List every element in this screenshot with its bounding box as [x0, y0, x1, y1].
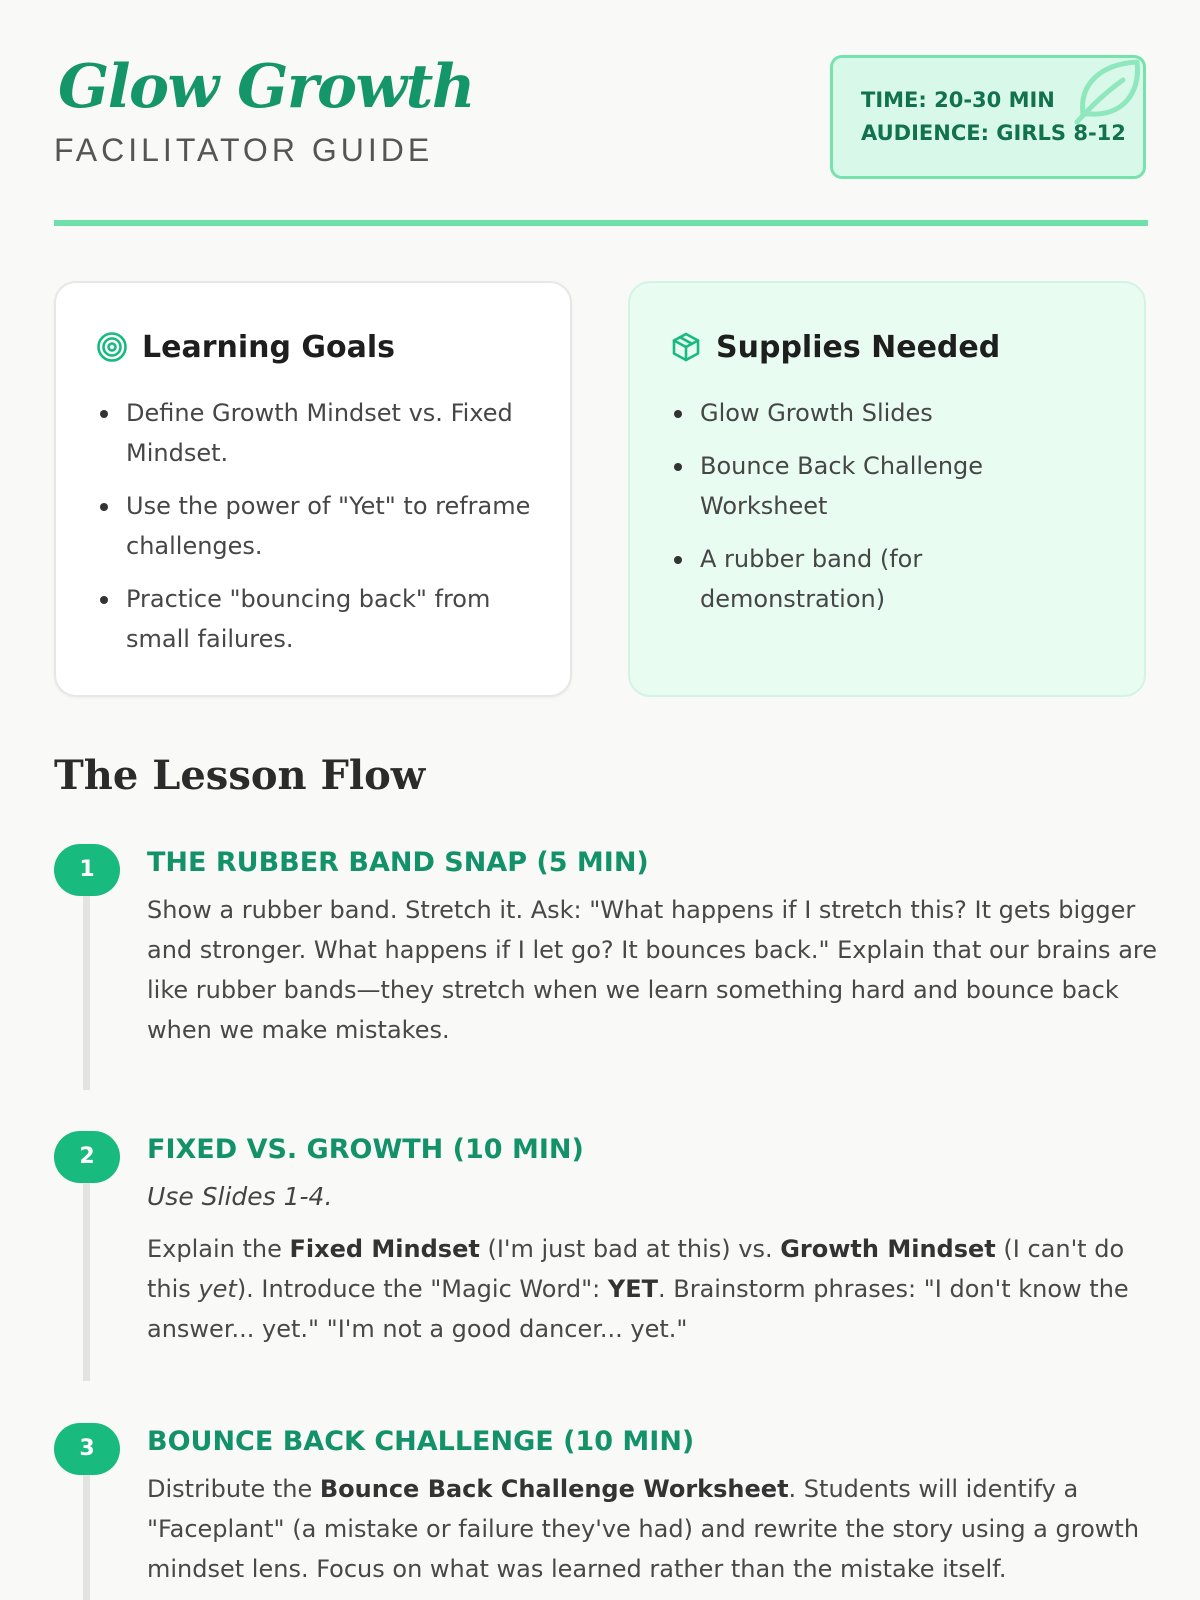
list-item: Practice "bouncing back" from small failures.	[98, 579, 538, 659]
step-number-badge: 3	[54, 1423, 120, 1475]
time-info: TIME: 20-30 MIN	[861, 88, 1055, 112]
lesson-step-3	[54, 1423, 1148, 1600]
learning-goals-card	[54, 281, 572, 697]
list-item: A rubber band (for demonstration)	[672, 539, 1112, 619]
list-item: Bounce Back Challenge Worksheet	[672, 446, 1112, 526]
step-title: THE RUBBER BAND SNAP (5 MIN)	[147, 847, 649, 878]
leaf-icon	[1071, 55, 1146, 128]
step-description: Distribute the Bounce Back Challenge Worksheet. Students will identify a "Faceplant" (a mistake or failure they've had) and rewrite the story using a growth mindset lens. Focus on what was learned rather than the mistake itself.	[147, 1475, 1140, 1583]
lesson-step-1	[54, 844, 1158, 1090]
step-number-badge: 2	[54, 1131, 120, 1183]
timeline-connector	[83, 1475, 90, 1600]
session-info-box	[830, 55, 1146, 179]
list-item: Glow Growth Slides	[672, 393, 1112, 433]
header-divider	[54, 220, 1148, 226]
learning-goals-title: Learning Goals	[142, 329, 396, 365]
lesson-step-2	[54, 1131, 1148, 1381]
list-item: Define Growth Mindset vs. Fixed Mindset.	[98, 393, 538, 473]
box-icon	[670, 331, 702, 363]
supplies-card	[628, 281, 1146, 697]
learning-goals-header	[96, 327, 395, 367]
list-item: Use the power of "Yet" to reframe challenges.	[98, 486, 538, 566]
guide-title: Glow Growth	[58, 52, 474, 122]
step-description: Show a rubber band. Stretch it. Ask: "What happens if I stretch this? It gets bigger and stronger. What happens if I let go? It bounces back." Explain that our brains are like rubber bands—they stretch when we learn something hard and bounce back when we make mistakes.	[147, 896, 1158, 1044]
step-number-badge: 1	[54, 844, 120, 896]
step-description: Explain the Fixed Mindset (I'm just bad at this) vs. Growth Mindset (I can't do this yet). Introduce the "Magic Word": YET. Brainstorm phrases: "I don't know the answer... yet." "I'm not a good dancer... yet."	[147, 1235, 1129, 1343]
supplies-header	[670, 327, 1000, 367]
supplies-list	[672, 393, 1112, 632]
step-title: FIXED VS. GROWTH (10 MIN)	[147, 1134, 584, 1165]
audience-info: AUDIENCE: GIRLS 8-12	[861, 121, 1126, 145]
guide-header	[54, 0, 1148, 228]
supplies-title: Supplies Needed	[716, 329, 1001, 365]
step-title: BOUNCE BACK CHALLENGE (10 MIN)	[147, 1426, 695, 1457]
facilitator-guide-page	[54, 0, 1158, 1600]
lesson-flow-heading: The Lesson Flow	[54, 752, 426, 799]
timeline-connector	[83, 896, 90, 1090]
target-icon	[96, 331, 128, 363]
guide-subtitle: FACILITATOR GUIDE	[54, 132, 434, 168]
timeline-connector	[83, 1183, 90, 1381]
step-note: Use Slides 1-4.	[147, 1182, 333, 1211]
learning-goals-list	[98, 393, 538, 672]
